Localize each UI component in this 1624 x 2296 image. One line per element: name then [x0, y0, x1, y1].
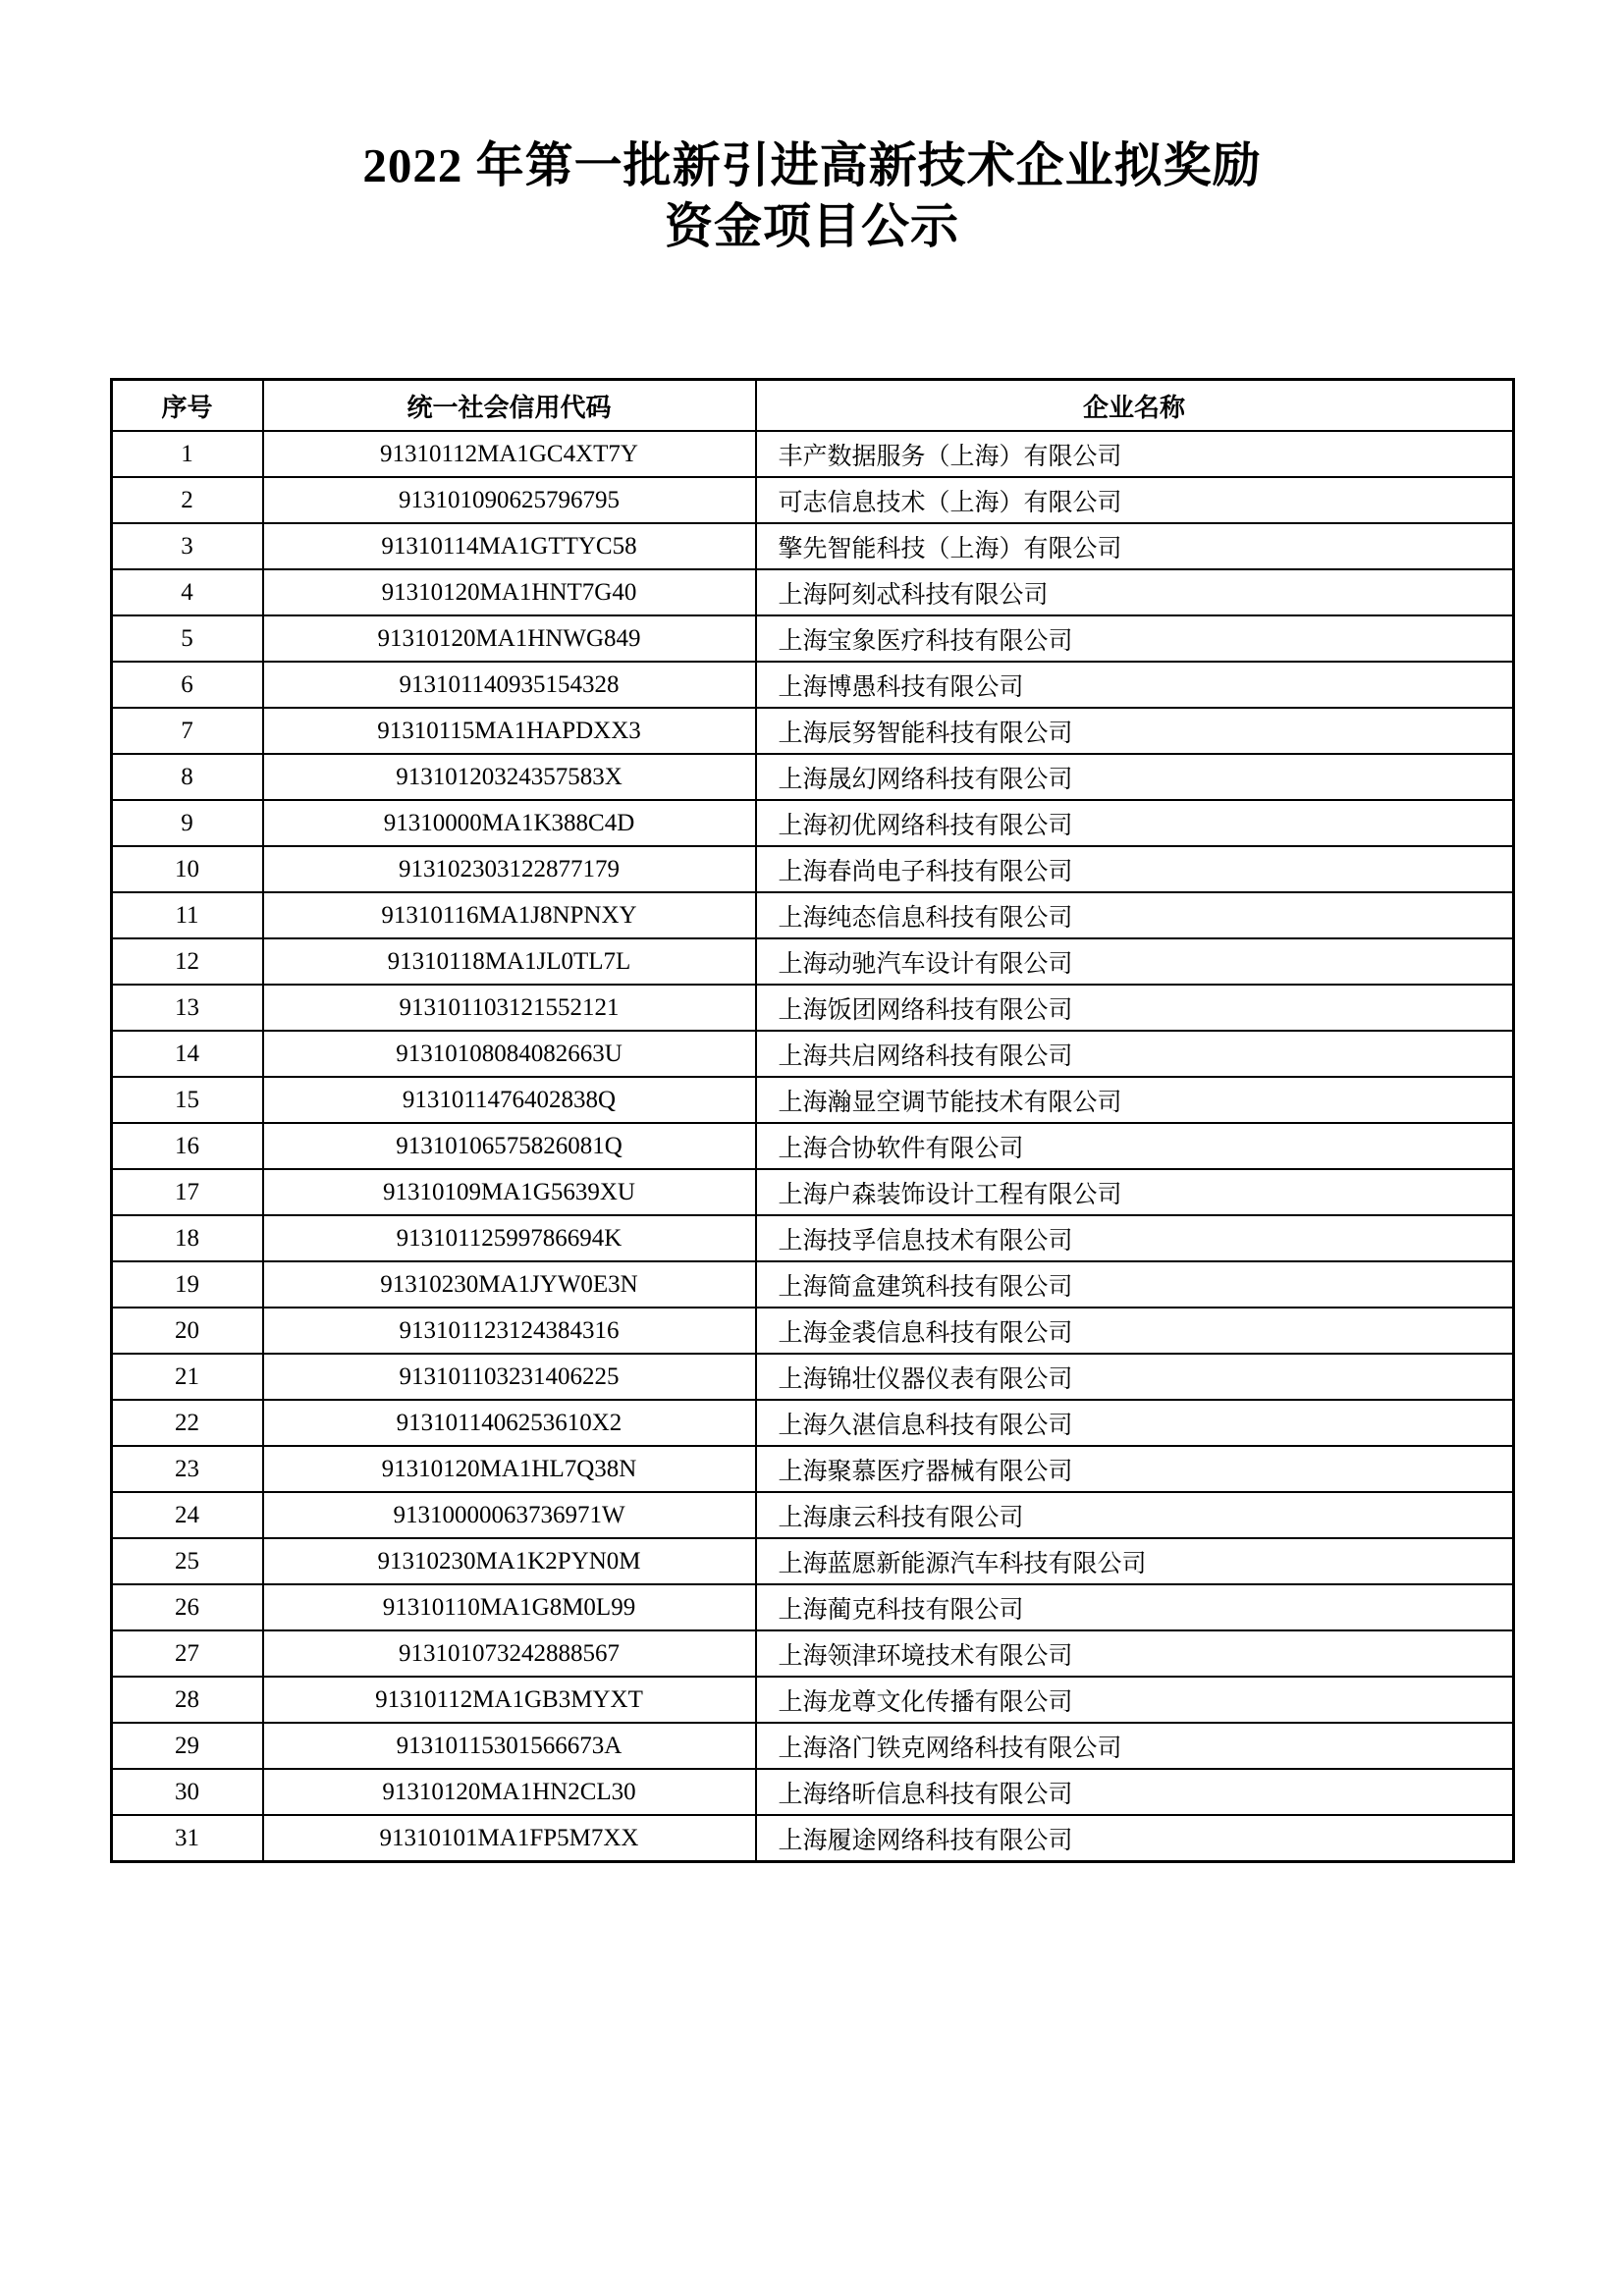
cell-seq: 18: [111, 1215, 263, 1261]
table-row: [111, 569, 1513, 615]
cell-code: 913101090625796795: [263, 477, 756, 523]
table-row: [111, 1492, 1513, 1538]
cell-seq: 3: [111, 523, 263, 569]
table-row: [111, 1354, 1513, 1400]
cell-seq: 25: [111, 1538, 263, 1584]
cell-seq: 1: [111, 431, 263, 477]
cell-code: 91310101MA1FP5M7XX: [263, 1815, 756, 1862]
cell-seq: 8: [111, 754, 263, 800]
cell-seq: 24: [111, 1492, 263, 1538]
table-header-row: [111, 380, 1513, 432]
cell-seq: 17: [111, 1169, 263, 1215]
table-row: [111, 523, 1513, 569]
cell-seq: 2: [111, 477, 263, 523]
cell-code: 9131011476402838Q: [263, 1077, 756, 1123]
cell-code: 91310112599786694K: [263, 1215, 756, 1261]
cell-name: 上海金裘信息科技有限公司: [756, 1308, 1514, 1354]
cell-seq: 7: [111, 708, 263, 754]
table-row: [111, 1446, 1513, 1492]
cell-name: 上海蔺克科技有限公司: [756, 1584, 1514, 1630]
cell-code: 91310110MA1G8M0L99: [263, 1584, 756, 1630]
cell-code: 91310230MA1JYW0E3N: [263, 1261, 756, 1308]
cell-name: 上海简盒建筑科技有限公司: [756, 1261, 1514, 1308]
cell-seq: 26: [111, 1584, 263, 1630]
cell-code: 913101103231406225: [263, 1354, 756, 1400]
cell-name: 上海共启网络科技有限公司: [756, 1031, 1514, 1077]
page-title: [0, 0, 1624, 257]
cell-seq: 19: [111, 1261, 263, 1308]
cell-seq: 16: [111, 1123, 263, 1169]
cell-name: 上海洛门铁克网络科技有限公司: [756, 1723, 1514, 1769]
cell-seq: 29: [111, 1723, 263, 1769]
cell-name: 上海锦壮仪器仪表有限公司: [756, 1354, 1514, 1400]
table-row: [111, 1584, 1513, 1630]
table-row: [111, 1215, 1513, 1261]
table-row: [111, 1677, 1513, 1723]
cell-name: 上海领津环境技术有限公司: [756, 1630, 1514, 1677]
table-row: [111, 615, 1513, 662]
page-title-line-2: 资金项目公示: [664, 199, 959, 253]
cell-name: 上海辰努智能科技有限公司: [756, 708, 1514, 754]
cell-seq: 30: [111, 1769, 263, 1815]
cell-seq: 5: [111, 615, 263, 662]
table-row: [111, 846, 1513, 892]
cell-name: 上海纯态信息科技有限公司: [756, 892, 1514, 938]
cell-name: 上海合协软件有限公司: [756, 1123, 1514, 1169]
cell-name: 可志信息技术（上海）有限公司: [756, 477, 1514, 523]
table-row: [111, 1630, 1513, 1677]
table-row: [111, 1815, 1513, 1862]
cell-code: 91310109MA1G5639XU: [263, 1169, 756, 1215]
table-row: [111, 892, 1513, 938]
cell-code: 91310112MA1GC4XT7Y: [263, 431, 756, 477]
table-row: [111, 938, 1513, 985]
cell-code: 91310120MA1HL7Q38N: [263, 1446, 756, 1492]
cell-code: 91310115MA1HAPDXX3: [263, 708, 756, 754]
cell-seq: 28: [111, 1677, 263, 1723]
cell-seq: 10: [111, 846, 263, 892]
cell-seq: 6: [111, 662, 263, 708]
cell-name: 上海康云科技有限公司: [756, 1492, 1514, 1538]
table-row: [111, 431, 1513, 477]
cell-seq: 22: [111, 1400, 263, 1446]
cell-code: 91310115301566673A: [263, 1723, 756, 1769]
cell-name: 上海络昕信息科技有限公司: [756, 1769, 1514, 1815]
table-row: [111, 1169, 1513, 1215]
cell-code: 91310120MA1HNWG849: [263, 615, 756, 662]
cell-code: 91310108084082663U: [263, 1031, 756, 1077]
header-code: 统一社会信用代码: [263, 380, 756, 432]
cell-name: 上海春尚电子科技有限公司: [756, 846, 1514, 892]
cell-name: 上海户森装饰设计工程有限公司: [756, 1169, 1514, 1215]
cell-name: 上海履途网络科技有限公司: [756, 1815, 1514, 1862]
cell-seq: 20: [111, 1308, 263, 1354]
cell-code: 913101140935154328: [263, 662, 756, 708]
table-row: [111, 985, 1513, 1031]
cell-seq: 4: [111, 569, 263, 615]
cell-seq: 13: [111, 985, 263, 1031]
cell-seq: 15: [111, 1077, 263, 1123]
cell-code: 91310112MA1GB3MYXT: [263, 1677, 756, 1723]
table-row: [111, 1769, 1513, 1815]
table-body: [111, 431, 1513, 1862]
table-row: [111, 662, 1513, 708]
cell-code: 91310106575826081Q: [263, 1123, 756, 1169]
cell-name: 上海技孚信息技术有限公司: [756, 1215, 1514, 1261]
cell-code: 91310114MA1GTTYC58: [263, 523, 756, 569]
cell-seq: 9: [111, 800, 263, 846]
table-row: [111, 1031, 1513, 1077]
table-header: [111, 380, 1513, 432]
cell-name: 上海博愚科技有限公司: [756, 662, 1514, 708]
cell-name: 上海久湛信息科技有限公司: [756, 1400, 1514, 1446]
company-table: [110, 378, 1515, 1863]
table-row: [111, 477, 1513, 523]
cell-code: 91310000MA1K388C4D: [263, 800, 756, 846]
cell-code: 91310120324357583X: [263, 754, 756, 800]
cell-code: 913102303122877179: [263, 846, 756, 892]
table-row: [111, 1400, 1513, 1446]
cell-name: 上海动驰汽车设计有限公司: [756, 938, 1514, 985]
table-row: [111, 708, 1513, 754]
table-row: [111, 1538, 1513, 1584]
cell-name: 上海阿刻忒科技有限公司: [756, 569, 1514, 615]
cell-code: 91310116MA1J8NPNXY: [263, 892, 756, 938]
cell-seq: 27: [111, 1630, 263, 1677]
cell-code: 913101073242888567: [263, 1630, 756, 1677]
cell-name: 上海宝象医疗科技有限公司: [756, 615, 1514, 662]
cell-name: 擎先智能科技（上海）有限公司: [756, 523, 1514, 569]
cell-code: 91310000063736971W: [263, 1492, 756, 1538]
cell-seq: 21: [111, 1354, 263, 1400]
cell-name: 上海晟幻网络科技有限公司: [756, 754, 1514, 800]
header-name: 企业名称: [756, 380, 1514, 432]
cell-code: 91310120MA1HNT7G40: [263, 569, 756, 615]
cell-seq: 23: [111, 1446, 263, 1492]
page-title-line-1: 2022 年第一批新引进高新技术企业拟奖励: [362, 138, 1262, 192]
cell-name: 上海蓝愿新能源汽车科技有限公司: [756, 1538, 1514, 1584]
cell-code: 9131011406253610X2: [263, 1400, 756, 1446]
cell-seq: 31: [111, 1815, 263, 1862]
cell-name: 上海饭团网络科技有限公司: [756, 985, 1514, 1031]
cell-name: 上海初优网络科技有限公司: [756, 800, 1514, 846]
cell-code: 91310118MA1JL0TL7L: [263, 938, 756, 985]
cell-seq: 12: [111, 938, 263, 985]
table-row: [111, 1261, 1513, 1308]
table-row: [111, 800, 1513, 846]
cell-name: 丰产数据服务（上海）有限公司: [756, 431, 1514, 477]
header-seq: 序号: [111, 380, 263, 432]
cell-code: 913101123124384316: [263, 1308, 756, 1354]
cell-seq: 14: [111, 1031, 263, 1077]
cell-seq: 11: [111, 892, 263, 938]
table-row: [111, 754, 1513, 800]
cell-code: 91310120MA1HN2CL30: [263, 1769, 756, 1815]
table-row: [111, 1077, 1513, 1123]
cell-code: 91310230MA1K2PYN0M: [263, 1538, 756, 1584]
cell-name: 上海龙尊文化传播有限公司: [756, 1677, 1514, 1723]
table-row: [111, 1123, 1513, 1169]
cell-name: 上海聚慕医疗器械有限公司: [756, 1446, 1514, 1492]
cell-code: 913101103121552121: [263, 985, 756, 1031]
cell-name: 上海瀚显空调节能技术有限公司: [756, 1077, 1514, 1123]
table-row: [111, 1308, 1513, 1354]
table-row: [111, 1723, 1513, 1769]
